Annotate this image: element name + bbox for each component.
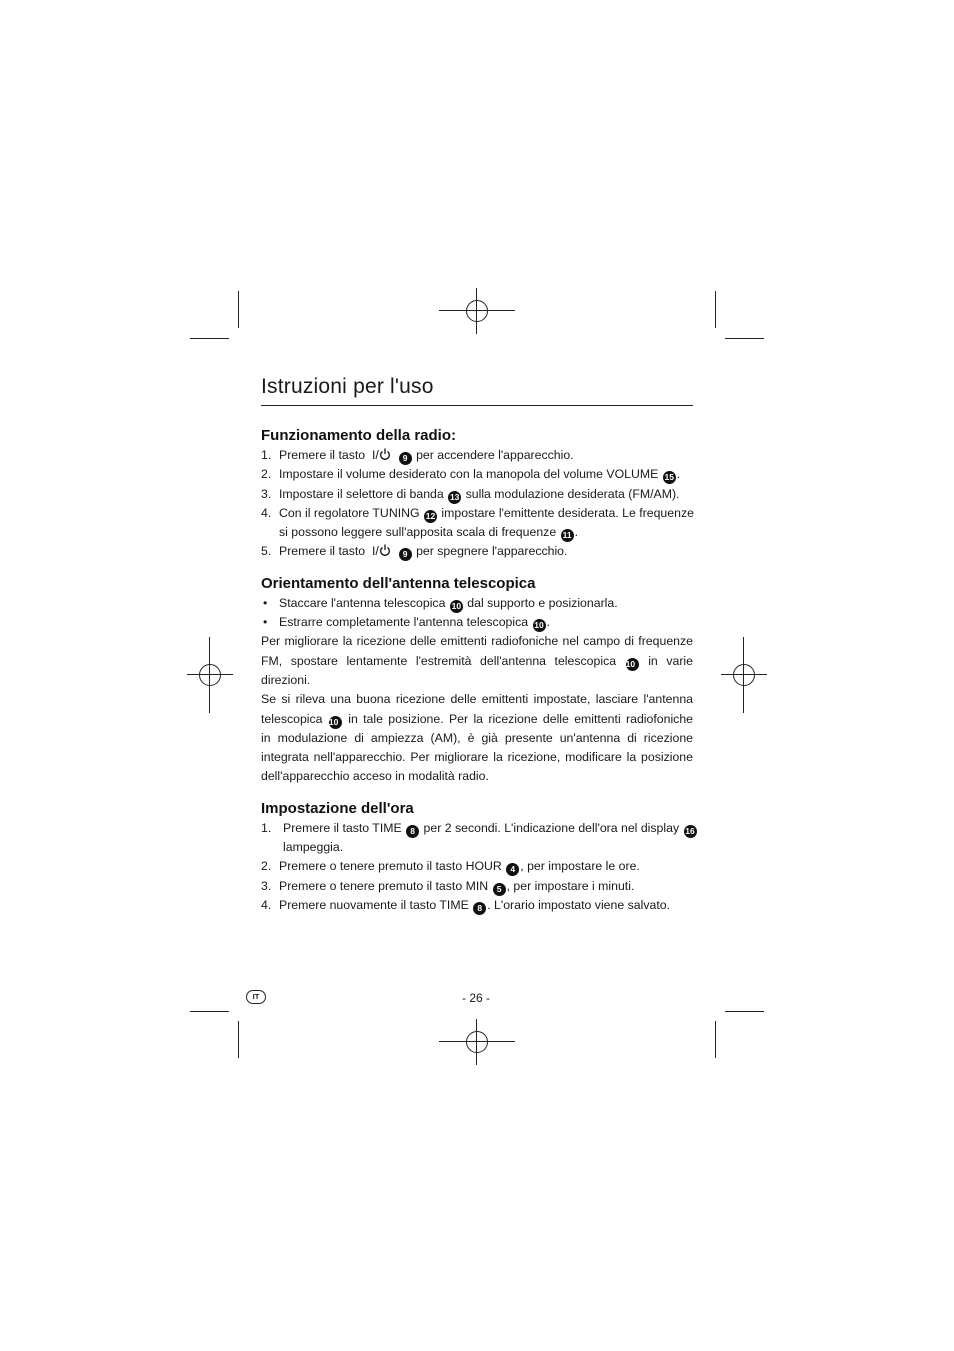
paragraph-line: integrata nell'apparecchio. Per migliorare la ricezione, modificare la posizione [261, 750, 693, 765]
list-item: 4. Premere nuovamente il tasto TIME 8 . L'orario impostato viene salvato. [261, 897, 670, 913]
section-heading-clock: Impostazione dell'ora [261, 799, 414, 817]
part-number-badge: 10 [451, 600, 462, 611]
crop-mark [238, 291, 239, 328]
part-number-badge: 16 [685, 825, 695, 836]
part-number-badge: 9 [399, 548, 412, 561]
registration-mark-top [439, 288, 515, 334]
list-item: 4. Con il regolatore TUNING 12 impostare l'emittente desiderata. Le frequenze [261, 505, 694, 521]
list-item: 2. Impostare il volume desiderato con la manopola del volume VOLUME 15 . [261, 467, 681, 483]
page-content [261, 372, 693, 915]
list-item: 5. Premere il tasto I/ 9 per spegnere l'apparecchio. [261, 544, 568, 560]
part-number-badge: 10 [626, 658, 639, 671]
part-number-badge: 11 [562, 530, 572, 541]
part-number-badge: 9 [399, 452, 412, 465]
registration-mark-right [721, 637, 767, 713]
part-number-badge: 12 [425, 510, 436, 521]
section-heading-radio: Funzionamento della radio: [261, 427, 457, 444]
crop-mark [725, 338, 764, 339]
power-icon [379, 448, 391, 461]
part-number-badge: 8 [406, 825, 419, 838]
crop-mark [190, 338, 229, 339]
bullet-item: • Staccare l'antenna telescopica 10 dal supporto e posizionarla. [263, 595, 618, 611]
language-badge: IT [246, 990, 266, 1004]
list-item: 3. Premere o tenere premuto il tasto MIN 5 , per impostare i minuti. [261, 878, 635, 894]
paragraph-line: in modulazione di ampiezza (AM), è già presente un'antenna di ricezione [261, 730, 693, 745]
crop-mark [715, 1021, 716, 1058]
crop-mark [715, 291, 716, 328]
power-icon [379, 544, 391, 557]
list-item: 3. Impostare il selettore di banda 13 sulla modulazione desiderata (FM/AM). [261, 486, 680, 502]
paragraph-line: Per migliorare la ricezione delle emittenti radiofoniche nel campo di frequenze [261, 634, 693, 649]
paragraph-line: Se si rileva una buona ricezione delle emittenti impostate, lasciare l'antenna [261, 692, 693, 707]
list-item: 2. Premere o tenere premuto il tasto HOUR 4 , per impostare le ore. [261, 859, 640, 875]
paragraph-line: telescopica 10 in tale posizione. Per la ricezione delle emittenti radiofoniche [261, 711, 694, 727]
registration-mark-left [187, 637, 233, 713]
crop-mark [238, 1021, 239, 1058]
crop-mark [725, 1011, 764, 1012]
paragraph-line: dell'apparecchio acceso in modalità radio. [261, 769, 489, 784]
part-number-badge: 13 [449, 491, 460, 502]
part-number-badge: 10 [534, 620, 544, 631]
page-number: - 26 - [461, 991, 490, 1005]
section-heading-antenna: Orientamento dell'antenna telescopica [261, 574, 536, 592]
part-number-badge: 4 [506, 863, 519, 876]
registration-mark-bottom [439, 1019, 515, 1065]
page-title: Istruzioni per l'uso [261, 372, 693, 406]
list-item: 1. Premere il tasto I/ 9 per accendere l'apparecchio. [261, 448, 574, 463]
paragraph-line: FM, spostare lentamente l'estremità dell'antenna telescopica 10 in varie direzioni. [261, 653, 693, 687]
part-number-badge: 5 [493, 883, 506, 896]
part-number-badge: 15 [664, 472, 674, 483]
crop-mark [190, 1011, 229, 1012]
list-item-continuation: lampeggia. [283, 840, 344, 855]
part-number-badge: 10 [329, 716, 342, 729]
list-item: 1. Premere il tasto TIME 8 per 2 secondi. L'indicazione dell'ora nel display 16 [261, 820, 695, 836]
list-item-continuation: si possono leggere sull'apposita scala di frequenze 11 . [279, 525, 578, 541]
bullet-item: • Estrarre completamente l'antenna telescopica 10 . [263, 615, 550, 631]
part-number-badge: 8 [473, 902, 486, 915]
